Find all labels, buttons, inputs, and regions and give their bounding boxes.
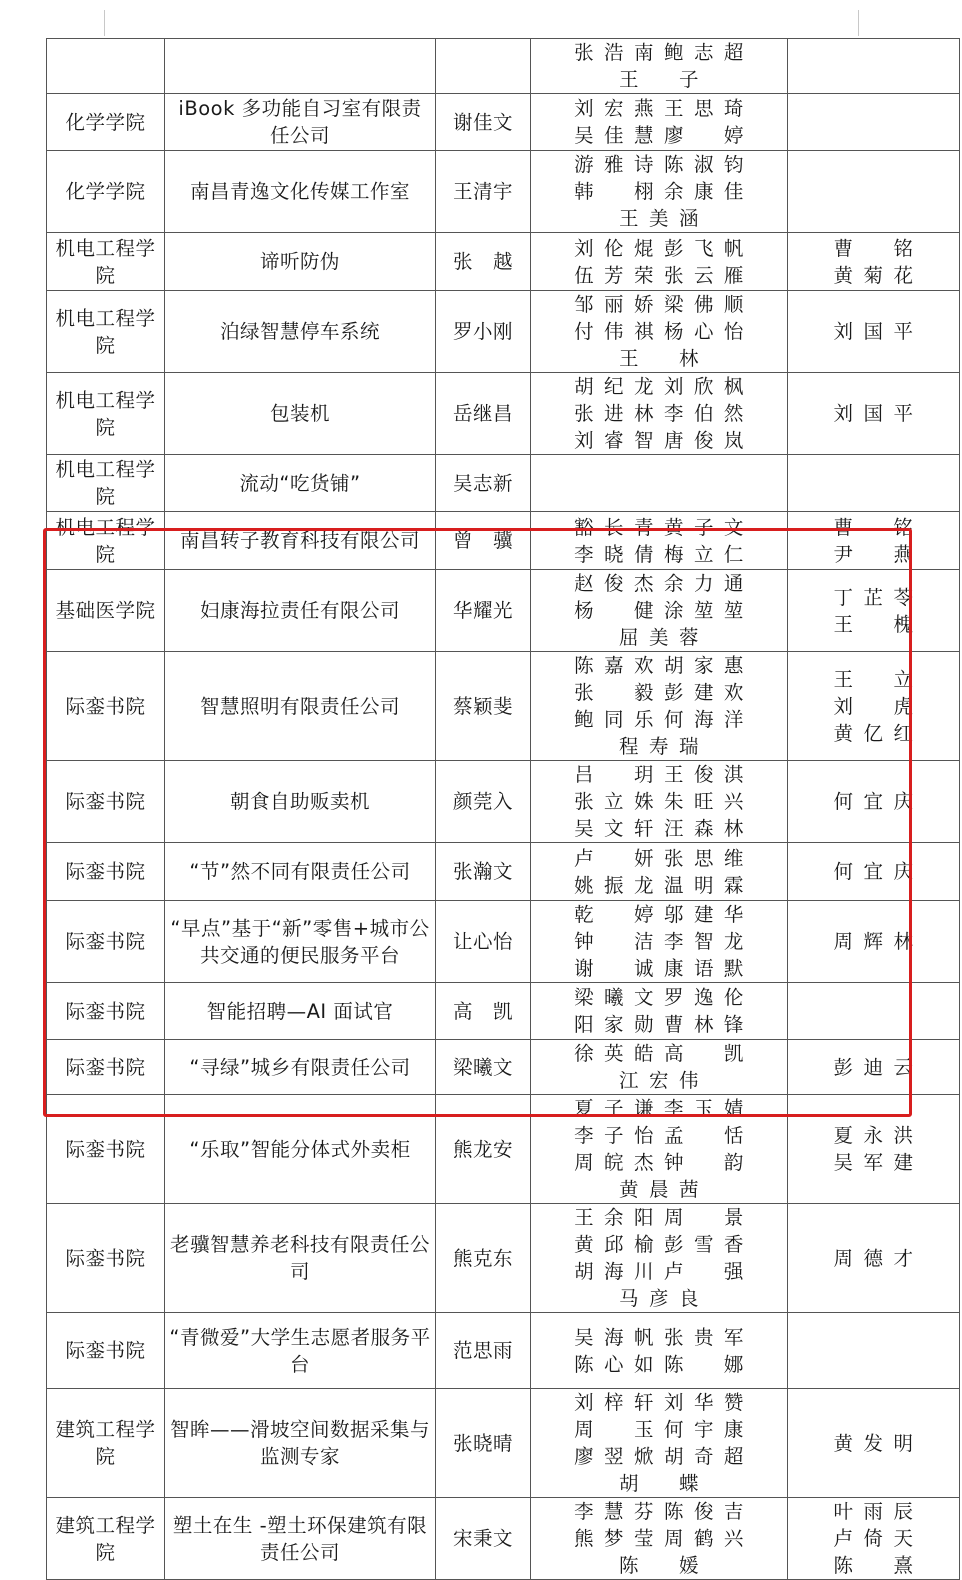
mentor-name: 彭迪云 — [833, 1055, 914, 1079]
college-cell: 化学学院 — [47, 94, 165, 151]
member-name: 曹林锋 — [664, 1013, 744, 1036]
members-cell — [531, 373, 788, 455]
member-name: 程寿瑞 — [619, 735, 699, 758]
mentor-name: 王 立 — [833, 667, 914, 691]
mentor-name: 刘国平 — [833, 402, 914, 425]
member-name: 李伯然 — [664, 402, 744, 425]
mentor-cell — [788, 1389, 960, 1498]
member-name: 唐俊岚 — [664, 429, 744, 452]
college-cell: 际銮书院 — [47, 652, 165, 761]
member-name: 周鹤兴 — [664, 1527, 744, 1550]
member-name: 陈嘉欢 — [574, 654, 654, 677]
member-name: 谢 诚 — [574, 957, 654, 980]
member-name: 何宇康 — [664, 1418, 744, 1441]
table-row — [47, 94, 960, 151]
member-name: 孟 恬 — [664, 1124, 744, 1147]
members-cell — [531, 761, 788, 843]
project-name-cell: 谛听防伪 — [165, 233, 436, 291]
member-name: 余力通 — [664, 572, 744, 595]
page-margin-mark-right — [858, 10, 859, 36]
college-cell: 建筑工程学院 — [47, 1498, 165, 1580]
member-name: 付伟祺 — [574, 320, 654, 343]
member-name: 张进林 — [574, 402, 654, 425]
project-name-cell: 塑土在生 -塑土环保建筑有限责任公司 — [165, 1498, 436, 1580]
member-name: 乾 婷 — [574, 903, 654, 926]
member-name: 刘欣枫 — [664, 375, 744, 398]
leader-cell: 张晓晴 — [436, 1389, 531, 1498]
member-name: 陈 媛 — [619, 1554, 699, 1577]
member-name: 吴文轩 — [574, 817, 654, 840]
project-name-cell: “乐取”智能分体式外卖柜 — [165, 1095, 436, 1204]
college-cell: 际銮书院 — [47, 1313, 165, 1389]
college-cell: 际銮书院 — [47, 761, 165, 843]
member-name: 王余阳 — [574, 1206, 654, 1229]
project-name-cell: 妇康海拉责任有限公司 — [165, 570, 436, 652]
table-row — [47, 1313, 960, 1389]
mentor-name: 丁芷苓 — [833, 585, 914, 609]
mentor-cell — [788, 1313, 960, 1389]
member-name: 张 毅 — [574, 681, 654, 704]
mentor-name: 王 槐 — [833, 612, 914, 636]
mentor-cell — [788, 1095, 960, 1204]
college-cell: 机电工程学院 — [47, 373, 165, 455]
leader-cell: 让心怡 — [436, 901, 531, 983]
member-name: 何海洋 — [664, 708, 744, 731]
member-name: 朱旺兴 — [664, 790, 744, 813]
project-roster-table — [46, 38, 960, 1580]
mentor-cell — [788, 843, 960, 901]
project-name-cell — [165, 39, 436, 94]
member-name: 陈 娜 — [664, 1352, 744, 1376]
leader-cell: 谢佳文 — [436, 94, 531, 151]
table-row — [47, 1095, 960, 1204]
member-name: 赵俊杰 — [574, 572, 654, 595]
leader-cell: 熊龙安 — [436, 1095, 531, 1204]
member-name: 梁曦文 — [574, 986, 654, 1009]
project-name-cell: 老骥智慧养老科技有限责任公司 — [165, 1204, 436, 1313]
member-name: 黄子文 — [664, 515, 744, 539]
members-cell — [531, 901, 788, 983]
member-name: 熊梦莹 — [574, 1527, 654, 1550]
mentor-cell — [788, 233, 960, 291]
mentor-name: 黄亿红 — [833, 721, 914, 745]
table-row — [47, 652, 960, 761]
member-name: 李慧芬 — [574, 1500, 654, 1523]
member-name: 黄晨茜 — [619, 1178, 699, 1201]
leader-cell: 颜莞入 — [436, 761, 531, 843]
leader-cell: 范思雨 — [436, 1313, 531, 1389]
mentor-name: 叶雨辰 — [833, 1500, 914, 1523]
mentor-cell — [788, 291, 960, 373]
college-cell: 机电工程学院 — [47, 455, 165, 512]
project-name-cell: iBook 多功能自习室有限责任公司 — [165, 94, 436, 151]
mentor-cell — [788, 39, 960, 94]
project-name-cell: 朝食自助贩卖机 — [165, 761, 436, 843]
member-name: 鲍同乐 — [574, 708, 654, 731]
project-name-cell: 南昌青逸文化传媒工作室 — [165, 151, 436, 233]
mentor-name: 何宜庆 — [833, 860, 914, 883]
table-row — [47, 1389, 960, 1498]
leader-cell: 梁曦文 — [436, 1040, 531, 1095]
mentor-name: 周德才 — [833, 1246, 914, 1270]
member-name: 刘睿智 — [574, 429, 654, 452]
college-cell — [47, 39, 165, 94]
college-cell: 际銮书院 — [47, 983, 165, 1040]
members-cell — [531, 151, 788, 233]
member-name: 刘宏燕 — [574, 97, 654, 120]
project-name-cell: 智慧照明有限责任公司 — [165, 652, 436, 761]
member-name: 胡奇超 — [664, 1445, 744, 1468]
project-name-cell: 流动“吃货铺” — [165, 455, 436, 512]
project-name-cell: “节”然不同有限责任公司 — [165, 843, 436, 901]
member-name: 刘伦焜 — [574, 236, 654, 260]
mentor-name: 尹 燕 — [833, 542, 914, 566]
member-name: 余康佳 — [664, 180, 744, 203]
member-name: 胡 蝶 — [619, 1472, 699, 1495]
member-name: 周 景 — [664, 1206, 744, 1229]
member-name: 刘梓轩 — [574, 1391, 654, 1414]
member-name: 卢 强 — [664, 1260, 744, 1283]
members-cell — [531, 570, 788, 652]
mentor-cell — [788, 570, 960, 652]
leader-cell: 熊克东 — [436, 1204, 531, 1313]
page-margin-mark-left — [104, 10, 105, 36]
roster-table-body — [47, 39, 960, 1580]
member-name: 卢 妍 — [574, 846, 654, 870]
member-name: 鲍志超 — [664, 41, 744, 64]
leader-cell: 华耀光 — [436, 570, 531, 652]
mentor-cell — [788, 1040, 960, 1095]
member-name: 胡海川 — [574, 1260, 654, 1283]
table-row — [47, 512, 960, 570]
mentor-cell — [788, 512, 960, 570]
member-name: 李晓倩 — [574, 542, 654, 566]
member-name: 阳家勋 — [574, 1013, 654, 1036]
member-name: 陈淑钧 — [664, 153, 744, 176]
mentor-name: 黄菊花 — [833, 263, 914, 287]
member-name: 彭雪香 — [664, 1233, 744, 1256]
member-name: 李子怡 — [574, 1124, 654, 1147]
college-cell: 基础医学院 — [47, 570, 165, 652]
mentor-name: 吴军建 — [833, 1151, 914, 1174]
member-name: 廖翌焮 — [574, 1445, 654, 1468]
table-row — [47, 39, 960, 94]
member-name: 游雅诗 — [574, 153, 654, 176]
table-row — [47, 1204, 960, 1313]
member-name: 张贵军 — [664, 1325, 744, 1349]
member-name: 夏子谦 — [574, 1097, 654, 1120]
member-name: 钟 洁 — [574, 930, 654, 953]
table-row — [47, 233, 960, 291]
project-name-cell: 智眸——滑坡空间数据采集与监测专家 — [165, 1389, 436, 1498]
table-row — [47, 901, 960, 983]
member-name: 吕 玥 — [574, 763, 654, 786]
member-name: 张立姝 — [574, 790, 654, 813]
member-name: 邬建华 — [664, 903, 744, 926]
member-name: 王美涵 — [619, 207, 699, 230]
member-name: 吴海帆 — [574, 1325, 654, 1349]
member-name: 徐英皓 — [574, 1042, 654, 1065]
members-cell — [531, 1095, 788, 1204]
member-name: 彭飞帆 — [664, 236, 744, 260]
members-cell — [531, 1204, 788, 1313]
mentor-cell — [788, 761, 960, 843]
members-cell — [531, 233, 788, 291]
leader-cell: 吴志新 — [436, 455, 531, 512]
member-name: 姚振龙 — [574, 873, 654, 897]
member-name: 江宏伟 — [619, 1069, 699, 1092]
leader-cell: 高 凯 — [436, 983, 531, 1040]
mentor-cell — [788, 1498, 960, 1580]
member-name: 胡纪龙 — [574, 375, 654, 398]
member-name: 廖 婷 — [664, 124, 744, 147]
members-cell — [531, 291, 788, 373]
leader-cell: 张瀚文 — [436, 843, 531, 901]
project-name-cell: 南昌转子教育科技有限公司 — [165, 512, 436, 570]
mentor-cell — [788, 455, 960, 512]
members-cell — [531, 843, 788, 901]
project-name-cell: “早点”基于“新”零售+城市公共交通的便民服务平台 — [165, 901, 436, 983]
mentor-name: 何宜庆 — [833, 790, 914, 813]
member-name: 李玉婧 — [664, 1097, 744, 1120]
mentor-name: 黄发明 — [833, 1431, 914, 1455]
mentor-name: 曹 铭 — [833, 515, 914, 539]
college-cell: 际銮书院 — [47, 1204, 165, 1313]
member-name: 汪森林 — [664, 817, 744, 840]
table-row — [47, 983, 960, 1040]
project-name-cell: “寻绿”城乡有限责任公司 — [165, 1040, 436, 1095]
mentor-name: 陈 熹 — [833, 1554, 914, 1577]
members-cell — [531, 1389, 788, 1498]
leader-cell: 罗小刚 — [436, 291, 531, 373]
leader-cell: 曾 骥 — [436, 512, 531, 570]
member-name: 王思琦 — [664, 97, 744, 120]
member-name: 李智龙 — [664, 930, 744, 953]
mentor-name: 刘 虎 — [833, 694, 914, 718]
members-cell — [531, 512, 788, 570]
mentor-cell — [788, 373, 960, 455]
members-cell — [531, 1040, 788, 1095]
table-row — [47, 1040, 960, 1095]
mentor-cell — [788, 901, 960, 983]
member-name: 张思维 — [664, 846, 744, 870]
member-name: 周皖杰 — [574, 1151, 654, 1174]
leader-cell — [436, 39, 531, 94]
project-name-cell: 泊绿智慧停车系统 — [165, 291, 436, 373]
college-cell: 机电工程学院 — [47, 512, 165, 570]
members-cell — [531, 39, 788, 94]
college-cell: 建筑工程学院 — [47, 1389, 165, 1498]
member-name: 刘华赞 — [664, 1391, 744, 1414]
member-name: 张浩南 — [574, 41, 654, 64]
table-row — [47, 843, 960, 901]
member-name: 梁佛顺 — [664, 293, 744, 316]
member-name: 彭建欢 — [664, 681, 744, 704]
member-name: 梅立仁 — [664, 542, 744, 566]
project-name-cell: 包装机 — [165, 373, 436, 455]
member-name: 陈心如 — [574, 1352, 654, 1376]
member-name: 钟 韵 — [664, 1151, 744, 1174]
member-name: 罗逸伦 — [664, 986, 744, 1009]
mentor-name: 夏永洪 — [833, 1124, 914, 1147]
member-name: 温明霖 — [664, 873, 744, 897]
table-row — [47, 455, 960, 512]
college-cell: 化学学院 — [47, 151, 165, 233]
mentor-name: 卢倚天 — [833, 1527, 914, 1550]
mentor-cell — [788, 983, 960, 1040]
member-name: 屈美蓉 — [619, 626, 699, 649]
member-name: 吴佳慧 — [574, 124, 654, 147]
table-row — [47, 151, 960, 233]
member-name: 伍芳荣 — [574, 263, 654, 287]
members-cell — [531, 1313, 788, 1389]
members-cell — [531, 455, 788, 512]
leader-cell: 王清宇 — [436, 151, 531, 233]
member-name: 豁长青 — [574, 515, 654, 539]
college-cell: 际銮书院 — [47, 1095, 165, 1204]
member-name: 王俊淇 — [664, 763, 744, 786]
college-cell: 际銮书院 — [47, 843, 165, 901]
table-row — [47, 761, 960, 843]
member-name: 邹丽娇 — [574, 293, 654, 316]
leader-cell: 蔡颖斐 — [436, 652, 531, 761]
member-name: 王 子 — [619, 68, 699, 91]
member-name: 陈俊吉 — [664, 1500, 744, 1523]
member-name: 张云雁 — [664, 263, 744, 287]
college-cell: 际銮书院 — [47, 901, 165, 983]
member-name: 康语默 — [664, 957, 744, 980]
members-cell — [531, 983, 788, 1040]
college-cell: 际銮书院 — [47, 1040, 165, 1095]
leader-cell: 张 越 — [436, 233, 531, 291]
table-row — [47, 570, 960, 652]
members-cell — [531, 652, 788, 761]
members-cell — [531, 94, 788, 151]
college-cell: 机电工程学院 — [47, 233, 165, 291]
mentor-name: 曹 铭 — [833, 236, 914, 260]
member-name: 王 林 — [619, 347, 699, 370]
member-name: 杨心怡 — [664, 320, 744, 343]
mentor-cell — [788, 94, 960, 151]
member-name: 杨 健 — [574, 599, 654, 622]
member-name: 涂堃堃 — [664, 599, 744, 622]
leader-cell: 宋秉文 — [436, 1498, 531, 1580]
member-name: 黄邱榆 — [574, 1233, 654, 1256]
mentor-cell — [788, 1204, 960, 1313]
member-name: 韩 栩 — [574, 180, 654, 203]
mentor-name: 刘国平 — [833, 320, 914, 343]
mentor-cell — [788, 151, 960, 233]
mentor-name: 周辉林 — [833, 930, 914, 953]
mentor-cell — [788, 652, 960, 761]
project-name-cell: “青微爱”大学生志愿者服务平台 — [165, 1313, 436, 1389]
members-cell — [531, 1498, 788, 1580]
member-name: 胡家惠 — [664, 654, 744, 677]
member-name: 周 玉 — [574, 1418, 654, 1441]
member-name: 高 凯 — [664, 1042, 744, 1065]
college-cell: 机电工程学院 — [47, 291, 165, 373]
table-row — [47, 291, 960, 373]
member-name: 马彦良 — [619, 1287, 699, 1310]
project-name-cell: 智能招聘—AI 面试官 — [165, 983, 436, 1040]
leader-cell: 岳继昌 — [436, 373, 531, 455]
table-row — [47, 1498, 960, 1580]
table-row — [47, 373, 960, 455]
